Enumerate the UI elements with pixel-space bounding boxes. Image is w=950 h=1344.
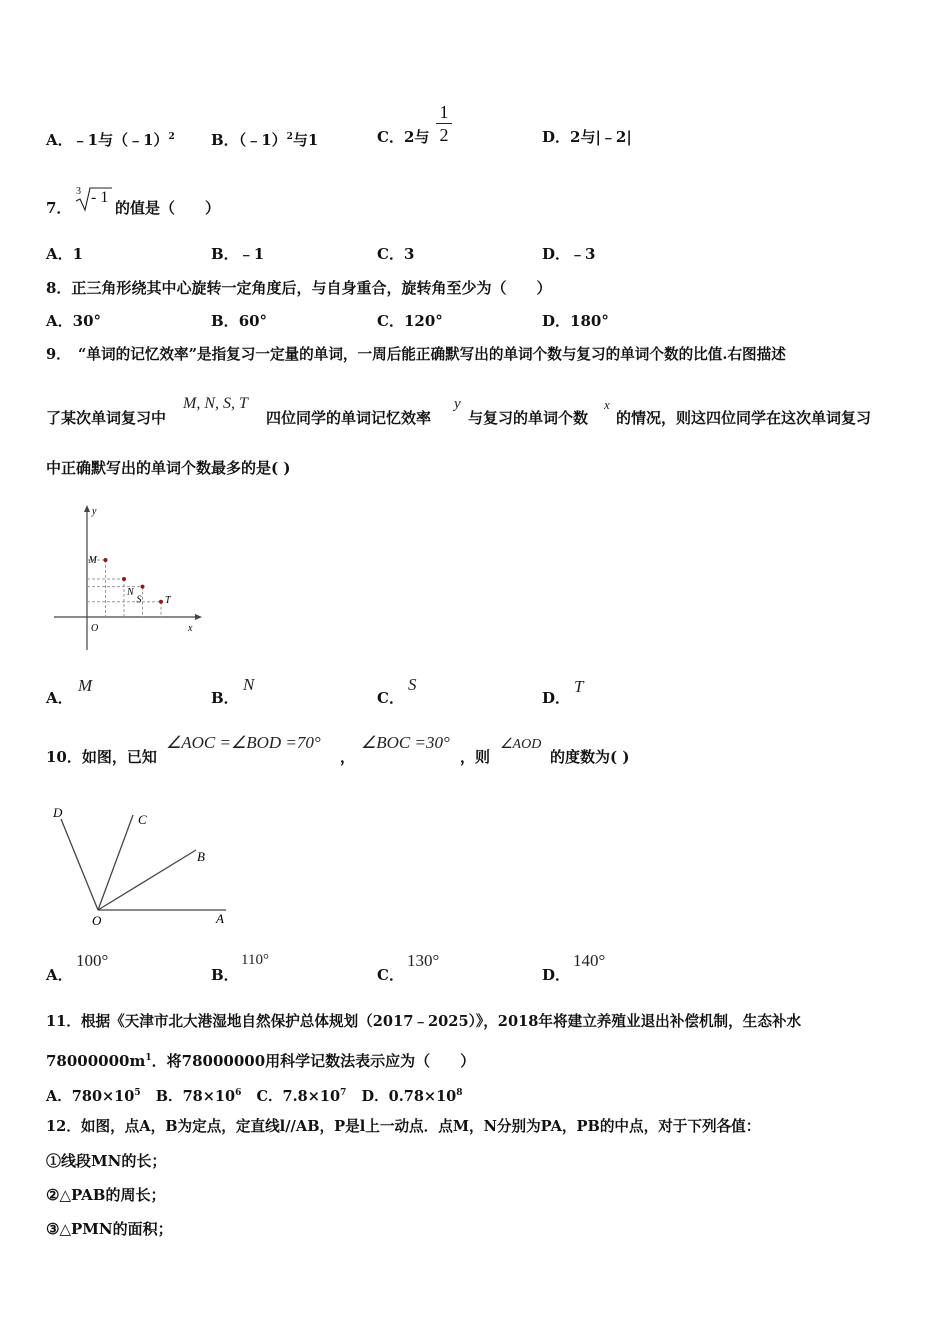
- option-base: 0.78×10: [388, 1088, 457, 1105]
- option-base: 780×10: [71, 1088, 135, 1105]
- option-letter: D．: [542, 689, 571, 707]
- label-o: O: [92, 913, 102, 928]
- q6-option-b: [211, 127, 318, 150]
- option-text: 2与|﹣2|: [570, 128, 632, 146]
- ray-ob: [98, 850, 196, 910]
- q10-option-d-value: 140°: [573, 951, 606, 970]
- q10-option-c: [377, 965, 404, 985]
- label-b: B: [197, 849, 205, 864]
- option-text: 120°: [403, 312, 443, 330]
- option-letter: C．: [377, 245, 404, 263]
- q11-line-1: 11．根据《天津市北大港湿地自然保护总体规划（2017﹣2025）》，2018年将建立养殖业退出补偿机制，生态补水: [46, 1013, 802, 1030]
- q10-option-a-value: 100°: [76, 951, 109, 970]
- cube-root-expression: [74, 186, 114, 212]
- x-axis-label: x: [188, 623, 193, 634]
- point-t: [159, 600, 163, 604]
- q10-math-2: ∠BOC =30°: [361, 733, 450, 752]
- q6-option-d: [542, 127, 632, 147]
- q6-option-c: [377, 127, 429, 147]
- point-label-m: M: [88, 555, 97, 566]
- q10-angle-figure: [48, 805, 238, 930]
- exponent: 1: [145, 1053, 152, 1063]
- q12-line-1: 12．如图，点A，B为定点，定直线l//AB，P是l上一动点．点M，N分别为PA，PB的中点，对于下列各值：: [46, 1118, 761, 1135]
- label-a: A: [216, 911, 224, 926]
- label-c: C: [138, 812, 147, 827]
- q9-option-d-value: T: [574, 677, 584, 696]
- point-s: [141, 585, 145, 589]
- q11-options: [46, 1083, 463, 1107]
- y-axis-arrow-icon: [84, 505, 90, 512]
- fraction-bar: [436, 123, 452, 124]
- number-text: 78000000m: [46, 1052, 146, 1070]
- q8-option-b: [211, 311, 267, 331]
- option-text: 3: [403, 245, 415, 263]
- q9-math-names: M, N, S, T: [183, 395, 248, 412]
- stem-text: ．将78000000用科学记数法表示应为（ ）: [151, 1052, 476, 1070]
- q9-line-3: 中正确默写出的单词个数最多的是( ): [46, 459, 291, 477]
- q11-option-a: [46, 1088, 141, 1105]
- q10-comma: ，: [340, 748, 356, 766]
- q10-math-3: ∠AOD: [500, 737, 542, 752]
- label-d: D: [53, 805, 63, 820]
- option-text: 60°: [238, 312, 268, 330]
- q10-option-d: [542, 965, 570, 985]
- option-letter: A．: [46, 966, 73, 984]
- option-text: 30°: [72, 312, 102, 330]
- option-text: （﹣1）: [238, 131, 287, 149]
- option-letter: A．: [46, 131, 73, 149]
- q9-option-a-value: M: [78, 676, 93, 695]
- x-axis-arrow-icon: [195, 614, 202, 620]
- option-text: ﹣1: [238, 245, 265, 263]
- option-text: ﹣1与（﹣1）: [72, 131, 169, 149]
- q10-stem-c: 的度数为( ): [550, 748, 630, 766]
- q9-var-y: y: [454, 396, 461, 412]
- option-letter: B．: [211, 131, 239, 149]
- q9-line-2-d: 的情况，则这四位同学在这次单词复习: [616, 409, 872, 427]
- option-letter: D．: [361, 1088, 389, 1105]
- option-letter: C．: [256, 1088, 283, 1105]
- q9-option-b-value: N: [243, 675, 255, 694]
- q9-line-2-b: 四位同学的单词记忆效率: [266, 409, 432, 427]
- point-label-s: S: [136, 594, 142, 606]
- option-base: 7.8×10: [282, 1088, 341, 1105]
- option-letter: B．: [211, 689, 239, 707]
- option-letter: D．: [542, 245, 571, 263]
- exponent: 7: [340, 1088, 347, 1098]
- point-m: [104, 558, 108, 562]
- q10-stem-b: ，则: [460, 748, 491, 766]
- origin-label: O: [91, 623, 99, 634]
- q7-option-b: [211, 244, 264, 264]
- q6-option-a: [46, 127, 175, 150]
- option-text: ﹣3: [570, 245, 596, 263]
- q10-option-b-value: 110°: [241, 952, 269, 968]
- ray-oc: [98, 815, 133, 910]
- q9-option-a: [46, 688, 73, 708]
- fraction-denominator: 2: [439, 125, 449, 145]
- option-text: 2与: [403, 128, 430, 146]
- point-n: [122, 577, 126, 581]
- q8-option-c: [377, 311, 443, 331]
- q9-option-d: [542, 688, 570, 708]
- q12-item-3: ③△PMN的面积；: [46, 1220, 173, 1238]
- exponent: 6: [235, 1088, 242, 1098]
- q9-line-1: 9． “单词的记忆效率”是指复习一定量的单词，一周后能正确默写出的单词个数与复习的单词个数的比值.右图描述: [46, 346, 786, 363]
- option-letter: C．: [377, 312, 404, 330]
- option-letter: C．: [377, 689, 404, 707]
- q10-option-c-value: 130°: [407, 951, 440, 970]
- option-text-tail: 与1: [292, 131, 319, 149]
- option-letter: A．: [46, 312, 73, 330]
- option-text: 180°: [570, 312, 609, 330]
- q7-stem: [46, 198, 71, 218]
- q11-option-b: [156, 1088, 242, 1105]
- q7-option-c: [377, 244, 414, 264]
- option-letter: C．: [377, 128, 404, 146]
- q11-line-2: [46, 1048, 475, 1071]
- q8-stem: 8．正三角形绕其中心旋转一定角度后，与自身重合，旋转角至少为（ ）: [46, 279, 552, 297]
- option-letter: C．: [377, 966, 404, 984]
- option-letter: D．: [542, 128, 571, 146]
- exponent: 2: [286, 132, 293, 142]
- q9-line-2-a: 了某次单词复习中: [46, 409, 167, 427]
- stem-text: 的值是（ ）: [115, 199, 221, 217]
- q7-stem-text: [115, 198, 220, 218]
- q12-item-1: ①线段MN的长；: [46, 1152, 167, 1170]
- option-letter: A．: [46, 245, 73, 263]
- radical-index: 3: [76, 186, 81, 197]
- q9-scatter-graph: [50, 503, 210, 653]
- radicand: - 1: [91, 189, 109, 206]
- option-letter: A．: [46, 1088, 72, 1105]
- option-base: 78×10: [182, 1088, 236, 1105]
- question-number: 7．: [46, 199, 72, 217]
- option-letter: B．: [211, 245, 239, 263]
- q11-option-c: [257, 1088, 347, 1105]
- q8-option-d: [542, 311, 609, 331]
- option-letter: B．: [211, 966, 239, 984]
- q10-math-1: ∠AOC =∠BOD =70°: [166, 733, 321, 752]
- y-axis-label: y: [92, 506, 97, 517]
- option-letter: A．: [46, 689, 73, 707]
- exponent: 2: [168, 132, 175, 142]
- option-letter: B．: [211, 312, 239, 330]
- option-letter: D．: [542, 966, 571, 984]
- q10-stem-a: 10．如图，已知: [46, 748, 157, 766]
- q7-option-a: [46, 244, 83, 264]
- fraction-numerator: 1: [439, 102, 449, 122]
- q9-option-c-value: S: [408, 675, 417, 694]
- q8-option-a: [46, 311, 101, 331]
- q11-option-d: [362, 1088, 463, 1105]
- q12-item-2: ②△PAB的周长；: [46, 1186, 166, 1204]
- q9-points-group: [87, 555, 172, 617]
- q9-option-b: [211, 688, 239, 708]
- q10-option-b: [211, 965, 239, 985]
- q9-option-c: [377, 688, 404, 708]
- q7-option-d: [542, 244, 595, 264]
- q9-var-x: x: [604, 397, 610, 412]
- q9-line-2-c: 与复习的单词个数: [468, 409, 589, 427]
- point-label-n: N: [127, 587, 134, 598]
- ray-od: [61, 819, 98, 910]
- point-label-t: T: [165, 594, 171, 606]
- option-letter: B．: [155, 1088, 183, 1105]
- option-letter: D．: [542, 312, 571, 330]
- exponent: 8: [456, 1088, 463, 1098]
- option-text: 1: [72, 245, 84, 263]
- fraction-one-half: [434, 102, 454, 145]
- q10-option-a: [46, 965, 73, 985]
- exponent: 5: [134, 1088, 141, 1098]
